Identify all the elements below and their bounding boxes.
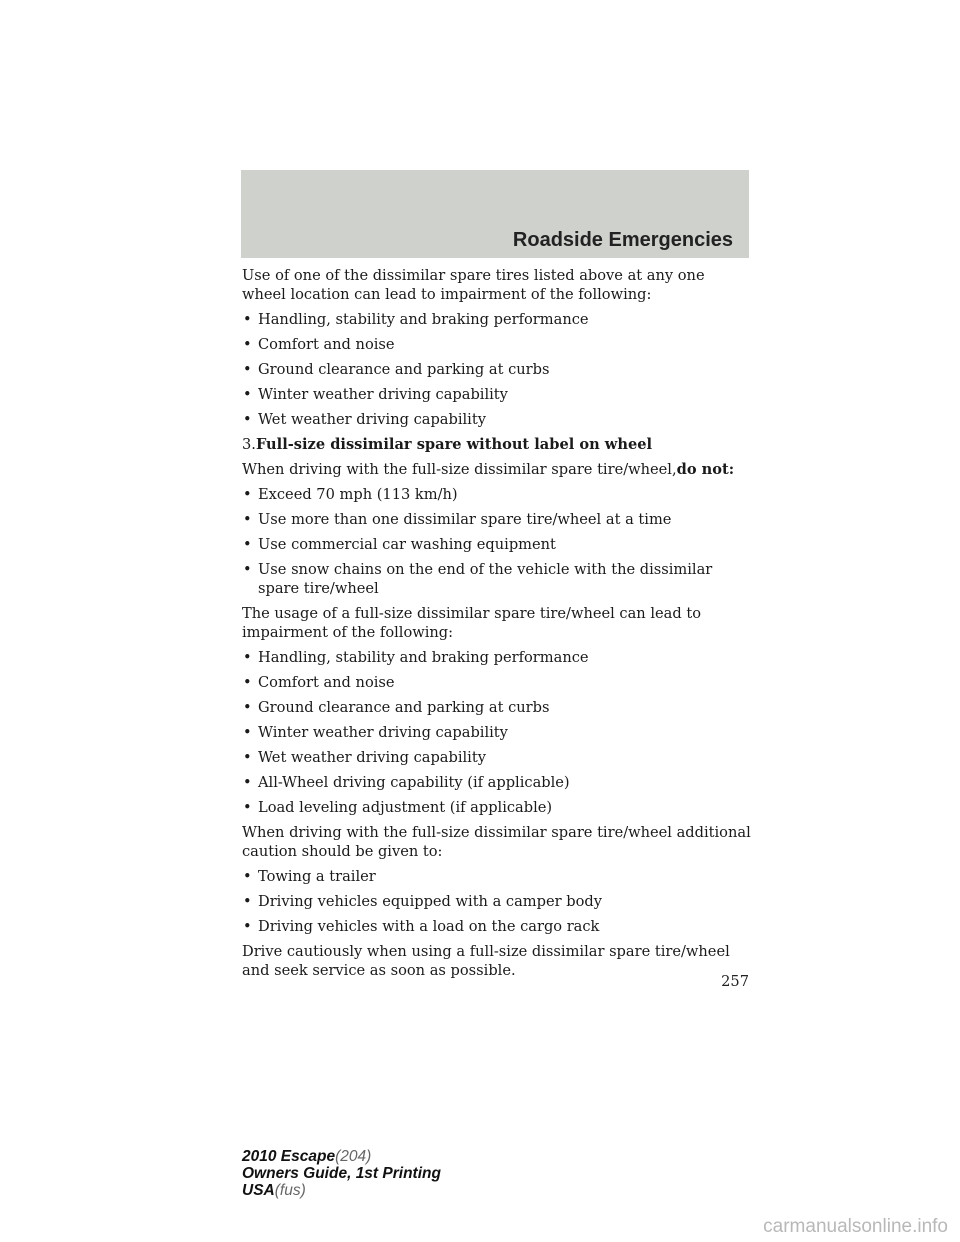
bullet-icon: • (243, 799, 252, 816)
list-item: • Load leveling adjustment (if applicable) (243, 799, 553, 816)
bullet-icon: • (243, 361, 252, 378)
list-item: • Driving vehicles equipped with a camper body (243, 893, 602, 910)
bullet-icon: • (243, 311, 252, 328)
list-item: • Comfort and noise (243, 674, 395, 691)
list-item: • Wet weather driving capability (243, 411, 486, 428)
list-item: • Use more than one dissimilar spare tire/wheel at a time (243, 511, 672, 528)
document-footer (242, 1148, 441, 1199)
bullet-icon: • (243, 386, 252, 403)
bullet-icon: • (243, 561, 252, 578)
footer-guide-line: Owners Guide, 1st Printing (242, 1165, 441, 1182)
bullet-icon: • (243, 893, 252, 910)
footer-model-line: 2010 Escape(204) (242, 1148, 372, 1165)
bullet-icon: • (243, 511, 252, 528)
list-item: • Winter weather driving capability (243, 386, 508, 403)
caution-intro-paragraph: When driving with the full-size dissimilar spare tire/wheel additional caution should be given to: (242, 824, 751, 860)
list-item: • Towing a trailer (243, 868, 376, 885)
list-item: • Use commercial car washing equipment (243, 536, 556, 553)
usage-intro-paragraph: The usage of a full-size dissimilar spare tire/wheel can lead to impairment of the following: (242, 605, 701, 641)
bullet-icon: • (243, 749, 252, 766)
list-item: • Ground clearance and parking at curbs (243, 361, 550, 378)
item-3-heading (242, 435, 752, 454)
impairment-list-2 (242, 648, 752, 817)
bullet-icon: • (243, 918, 252, 935)
bullet-icon: • (243, 536, 252, 553)
driving-intro-paragraph: When driving with the full-size dissimilar spare tire/wheel,do not: (242, 461, 735, 478)
list-item: • Wet weather driving capability (243, 749, 486, 766)
page-content (242, 266, 752, 986)
item-title: Full-size dissimilar spare without label on wheel (255, 436, 653, 453)
bullet-icon: • (243, 411, 252, 428)
list-item: • Ground clearance and parking at curbs (243, 699, 550, 716)
list-item: • Comfort and noise (243, 336, 395, 353)
section-header-band (241, 170, 749, 258)
item-number: 3. (242, 436, 256, 453)
bullet-icon: • (243, 649, 252, 666)
bullet-icon: • (243, 868, 252, 885)
list-item: • All-Wheel driving capability (if applicable) (243, 774, 570, 791)
list-item: • Handling, stability and braking performance (243, 311, 589, 328)
bullet-icon: • (243, 674, 252, 691)
closing-paragraph: Drive cautiously when using a full-size dissimilar spare tire/wheel and seek service as soon as possible. (242, 943, 730, 979)
do-not-label: do not: (676, 461, 735, 478)
list-item: • Winter weather driving capability (243, 724, 508, 741)
page-number: 257 (721, 973, 749, 990)
bullet-icon: • (243, 336, 252, 353)
list-item: • Handling, stability and braking performance (243, 649, 589, 666)
footer-market-line: USA(fus) (242, 1182, 306, 1199)
list-item: • Use snow chains on the end of the vehicle with the dissimilar spare tire/wheel (243, 561, 713, 597)
do-not-list (242, 485, 752, 598)
caution-list (242, 867, 752, 936)
bullet-icon: • (243, 774, 252, 791)
intro-paragraph: Use of one of the dissimilar spare tires listed above at any one wheel location can lead to impairment of the following: (242, 267, 705, 303)
list-item: • Exceed 70 mph (113 km/h) (243, 486, 458, 503)
section-title: Roadside Emergencies (512, 229, 733, 251)
bullet-icon: • (243, 724, 252, 741)
site-watermark: carmanualsonline.info (763, 1216, 948, 1237)
bullet-icon: • (243, 486, 252, 503)
list-item: • Driving vehicles with a load on the cargo rack (243, 918, 600, 935)
impairment-list-1 (242, 310, 752, 429)
bullet-icon: • (243, 699, 252, 716)
